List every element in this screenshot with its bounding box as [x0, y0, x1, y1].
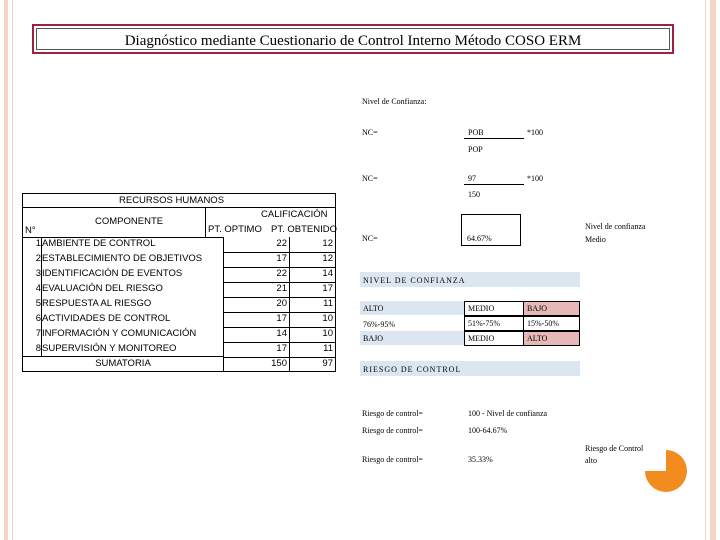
- riesgo-formula-1: 100 - Nivel de confianza: [468, 409, 548, 418]
- nivel-label: Nivel de confianza: [585, 222, 646, 231]
- range-alto: 76%-95%: [363, 320, 395, 329]
- nc-label: NC=: [362, 128, 378, 137]
- col-optimo: PT. OPTIMO: [208, 224, 262, 235]
- riesgo-label-1: Riesgo de control=: [362, 409, 423, 418]
- col-obtenido: PT. OBTENIDO: [271, 224, 337, 235]
- riesgo-result-value: alto: [585, 456, 597, 465]
- riesgo-label-3: Riesgo de control=: [362, 455, 423, 464]
- result-value: 64.67%: [467, 234, 492, 243]
- table-row: 3 IDENTIFICACIÓN DE EVENTOS 22 14: [35, 268, 333, 279]
- table-row: 4 EVALUACIÓN DEL RIESGO 21 17: [35, 283, 333, 294]
- nivel-bajo: BAJO: [523, 301, 580, 316]
- decorative-stripe: [710, 0, 716, 540]
- nc-label-3: NC=: [362, 234, 378, 243]
- val-num: 97: [468, 174, 476, 183]
- riesgo-label-2: Riesgo de control=: [362, 426, 423, 435]
- times100-2: *100: [527, 174, 543, 183]
- confianza-heading: Nivel de Confianza:: [362, 97, 427, 106]
- range-bajo: 15%-50%: [523, 316, 580, 331]
- table-row: 8 SUPERVISIÓN Y MONITOREO 17 11: [35, 343, 333, 354]
- table-row: 2 ESTABLECIMIENTO DE OBJETIVOS 17 12: [35, 253, 333, 264]
- nivel-alto: ALTO: [363, 304, 384, 313]
- table-row: 1 AMBIENTE DE CONTROL 22 12: [35, 238, 333, 249]
- riesgo-heading: RIESGO DE CONTROL: [363, 365, 462, 374]
- col-component: COMPONENTE: [95, 216, 164, 227]
- riesgo-result-label: Riesgo de Control: [585, 444, 644, 453]
- sum-row: SUMATORIA 150 97: [95, 358, 333, 369]
- decorative-stripe: [12, 0, 13, 540]
- val-den: 150: [468, 190, 480, 199]
- pop-text: POP: [468, 145, 483, 154]
- section-title: RECURSOS HUMANOS: [119, 195, 225, 206]
- riesgo-result: 35.33%: [468, 455, 493, 464]
- decorative-circle: [645, 450, 687, 492]
- riesgo-formula-2: 100-64.67%: [468, 426, 508, 435]
- riesgo-alto: ALTO: [523, 331, 580, 346]
- page-title: Diagnóstico mediante Cuestionario de Control Interno Método COSO ERM: [124, 33, 582, 49]
- col-num: N°: [25, 225, 36, 236]
- range-medio: 51%-75%: [464, 316, 524, 331]
- table-row: 7 INFORMACIÓN Y COMUNICACIÓN 14 10: [35, 328, 333, 339]
- table-row: 6 ACTIVIDADES DE CONTROL 17 10: [35, 313, 333, 324]
- times100: *100: [527, 128, 543, 137]
- riesgo-medio: MEDIO: [464, 331, 524, 346]
- riesgo-bajo: BAJO: [363, 334, 384, 343]
- nivel-medio: MEDIO: [464, 301, 524, 316]
- pob-text: POB: [468, 128, 484, 137]
- nivel-value: Medio: [585, 235, 606, 244]
- decorative-stripe: [705, 0, 706, 540]
- nc-label-2: NC=: [362, 174, 378, 183]
- nivel-table-heading: NIVEL DE CONFIANZA: [363, 276, 466, 285]
- title-box: [32, 24, 674, 54]
- decorative-stripe: [4, 0, 8, 540]
- components-table: [22, 193, 336, 372]
- table-row: 5 RESPUESTA AL RIESGO 20 11: [35, 298, 333, 309]
- col-calificacion: CALIFICACIÓN: [261, 209, 328, 220]
